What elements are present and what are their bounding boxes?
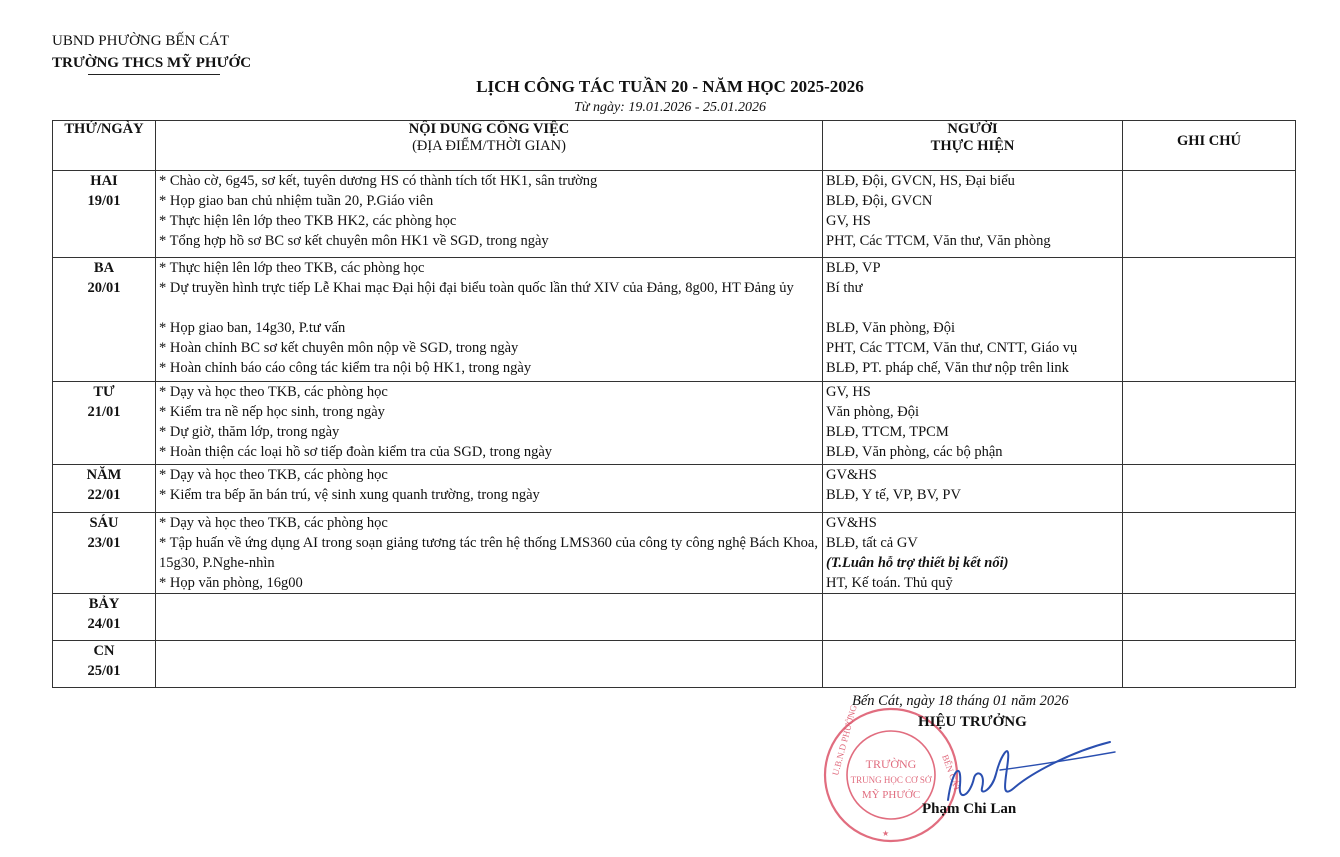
table-row (53, 594, 1296, 641)
task-item: * Tập huấn về ứng dụng AI trong soạn giảng tương tác trên hệ thống LMS360 của công ty công nghệ Bách Khoa, 15g30, P.Nghe-nhìn (159, 535, 818, 571)
person-item: Văn phòng, Đội (826, 404, 920, 420)
content-header-line2: (ĐỊA ĐIỂM/THỜI GIAN) (412, 138, 566, 154)
note-cell (1123, 594, 1296, 641)
person-header-line2: THỰC HIỆN (930, 138, 1015, 154)
table-row (53, 171, 1296, 258)
task-item: * Dạy và học theo TKB, các phòng học (159, 515, 388, 531)
task-item: * Chào cờ, 6g45, sơ kết, tuyên dương HS có thành tích tốt HK1, sân trường (159, 173, 598, 189)
task-item: * Họp giao ban chủ nhiệm tuần 20, P.Giáo viên (159, 193, 434, 209)
day-cell (53, 465, 156, 513)
note-column-header: GHI CHÚ (1123, 121, 1296, 171)
note-cell (1123, 382, 1296, 465)
day-name: CN (93, 643, 115, 659)
day-cell (53, 594, 156, 641)
date-range: Từ ngày: 19.01.2026 - 25.01.2026 (574, 100, 766, 115)
school-name: TRƯỜNG THCS MỸ PHƯỚC (52, 55, 252, 71)
header-row (53, 121, 1296, 171)
task-item: * Hoàn thiện các loại hồ sơ tiếp đoàn kiểm tra của SGD, trong ngày (159, 444, 553, 460)
person-item: BLĐ, tất cả GV (826, 535, 918, 551)
people-cell (823, 465, 1123, 513)
task-item: * Kiểm tra nề nếp học sinh, trong ngày (159, 404, 385, 420)
person-item: BLĐ, VP (826, 260, 881, 276)
table-row (53, 641, 1296, 688)
handwritten-signature (930, 730, 1120, 810)
tasks-cell (156, 171, 823, 258)
task-item: * Thực hiện lên lớp theo TKB HK2, các phòng học (159, 213, 457, 229)
table-row (53, 513, 1296, 594)
table-row (53, 465, 1296, 513)
day-name: BẢY (88, 596, 120, 612)
person-item: PHT, Các TTCM, Văn thư, CNTT, Giáo vụ (826, 340, 1078, 356)
tasks-cell (156, 258, 823, 382)
person-item: HT, Kế toán. Thủ quỹ (826, 575, 953, 591)
person-item: BLĐ, TTCM, TPCM (826, 424, 949, 440)
task-item: * Thực hiện lên lớp theo TKB, các phòng học (159, 260, 425, 276)
tasks-cell (156, 513, 823, 594)
person-item: BLĐ, Đội, GVCN (826, 193, 933, 209)
task-item: * Họp giao ban, 14g30, P.tư vấn (159, 320, 346, 336)
tasks-cell (156, 382, 823, 465)
note-cell (1123, 641, 1296, 688)
task-item: * Hoàn chỉnh BC sơ kết chuyên môn nộp về SGD, trong ngày (159, 340, 519, 356)
task-item: * Hoàn chỉnh báo cáo công tác kiểm tra nội bộ HK1, trong ngày (159, 360, 532, 376)
people-cell (823, 258, 1123, 382)
day-name: NĂM (86, 467, 122, 483)
people-cell (823, 382, 1123, 465)
tasks-cell (156, 641, 823, 688)
table-row (53, 382, 1296, 465)
school-underline (88, 74, 220, 75)
day-date: 21/01 (87, 404, 121, 420)
day-date: 24/01 (87, 616, 121, 632)
svg-text:U.B.N.D PHƯỜNG: U.B.N.D PHƯỜNG (830, 703, 859, 777)
task-item: * Dạy và học theo TKB, các phòng học (159, 467, 388, 483)
task-item: * Kiểm tra bếp ăn bán trú, vệ sinh xung quanh trường, trong ngày (159, 487, 540, 503)
person-note: (T.Luân hỗ trợ thiết bị kết nối) (826, 555, 1009, 571)
day-cell (53, 382, 156, 465)
day-column-header: THỨ/NGÀY (53, 121, 156, 171)
person-item: GV, HS (826, 213, 871, 229)
task-item: * Tổng hợp hồ sơ BC sơ kết chuyên môn HK1 về SGD, trong ngày (159, 233, 549, 249)
person-item: BLĐ, Văn phòng, Đội (826, 320, 956, 336)
schedule-table (52, 120, 1296, 688)
authority-name: UBND PHƯỜNG BẾN CÁT (52, 33, 230, 49)
day-cell (53, 171, 156, 258)
svg-text:TRUNG HỌC CƠ SỞ: TRUNG HỌC CƠ SỞ (850, 775, 932, 785)
page-title: LỊCH CÔNG TÁC TUẦN 20 - NĂM HỌC 2025-2026 (476, 77, 864, 96)
note-cell (1123, 171, 1296, 258)
spacer (823, 298, 1122, 318)
day-date: 19/01 (87, 193, 121, 209)
day-cell (53, 258, 156, 382)
tasks-cell (156, 465, 823, 513)
person-item: PHT, Các TTCM, Văn thư, Văn phòng (826, 233, 1051, 249)
svg-text:TRƯỜNG: TRƯỜNG (865, 757, 917, 771)
day-date: 25/01 (87, 663, 121, 679)
content-column-header (156, 121, 823, 171)
person-header-line1: NGƯỜI (947, 121, 998, 137)
task-item: * Họp văn phòng, 16g00 (159, 575, 303, 591)
signature-title: HIỆU TRƯỞNG (918, 714, 1027, 730)
day-name: SÁU (89, 515, 119, 531)
day-name: TƯ (93, 384, 115, 400)
signer-name: Phạm Chi Lan (922, 801, 1017, 817)
day-cell (53, 641, 156, 688)
people-cell (823, 513, 1123, 594)
note-cell (1123, 513, 1296, 594)
person-item: BLĐ, Văn phòng, các bộ phận (826, 444, 1003, 460)
table-row (53, 258, 1296, 382)
svg-text:BẾN CÁT: BẾN CÁT (940, 753, 963, 793)
person-item: Bí thư (826, 280, 863, 296)
person-item: BLĐ, Y tế, VP, BV, PV (826, 487, 961, 503)
people-cell (823, 594, 1123, 641)
svg-text:MỸ PHƯỚC: MỸ PHƯỚC (861, 789, 921, 801)
people-cell (823, 641, 1123, 688)
task-item: * Dự giờ, thăm lớp, trong ngày (159, 424, 340, 440)
person-item: GV&HS (826, 515, 877, 531)
person-column-header (823, 121, 1123, 171)
day-date: 22/01 (87, 487, 121, 503)
person-item: GV&HS (826, 467, 877, 483)
task-item: * Dự truyền hình trực tiếp Lễ Khai mạc Đại hội đại biểu toàn quốc lần thứ XIV của Đảng, 8g00, HT Đảng ủy (159, 280, 794, 296)
day-date: 20/01 (87, 280, 121, 296)
note-cell (1123, 258, 1296, 382)
day-name: BA (93, 260, 115, 276)
content-header-line1: NỘI DUNG CÔNG VIỆC (408, 121, 570, 137)
people-cell (823, 171, 1123, 258)
note-cell (1123, 465, 1296, 513)
svg-text:★: ★ (882, 829, 890, 838)
tasks-cell (156, 594, 823, 641)
person-item: GV, HS (826, 384, 871, 400)
day-name: HAI (90, 173, 118, 189)
signature-place-date: Bến Cát, ngày 18 tháng 01 năm 2026 (852, 693, 1069, 709)
person-item: BLĐ, PT. pháp chế, Văn thư nộp trên link (826, 360, 1069, 376)
task-item: * Dạy và học theo TKB, các phòng học (159, 384, 388, 400)
day-cell (53, 513, 156, 594)
person-item: BLĐ, Đội, GVCN, HS, Đại biểu (826, 173, 1015, 189)
day-date: 23/01 (87, 535, 121, 551)
